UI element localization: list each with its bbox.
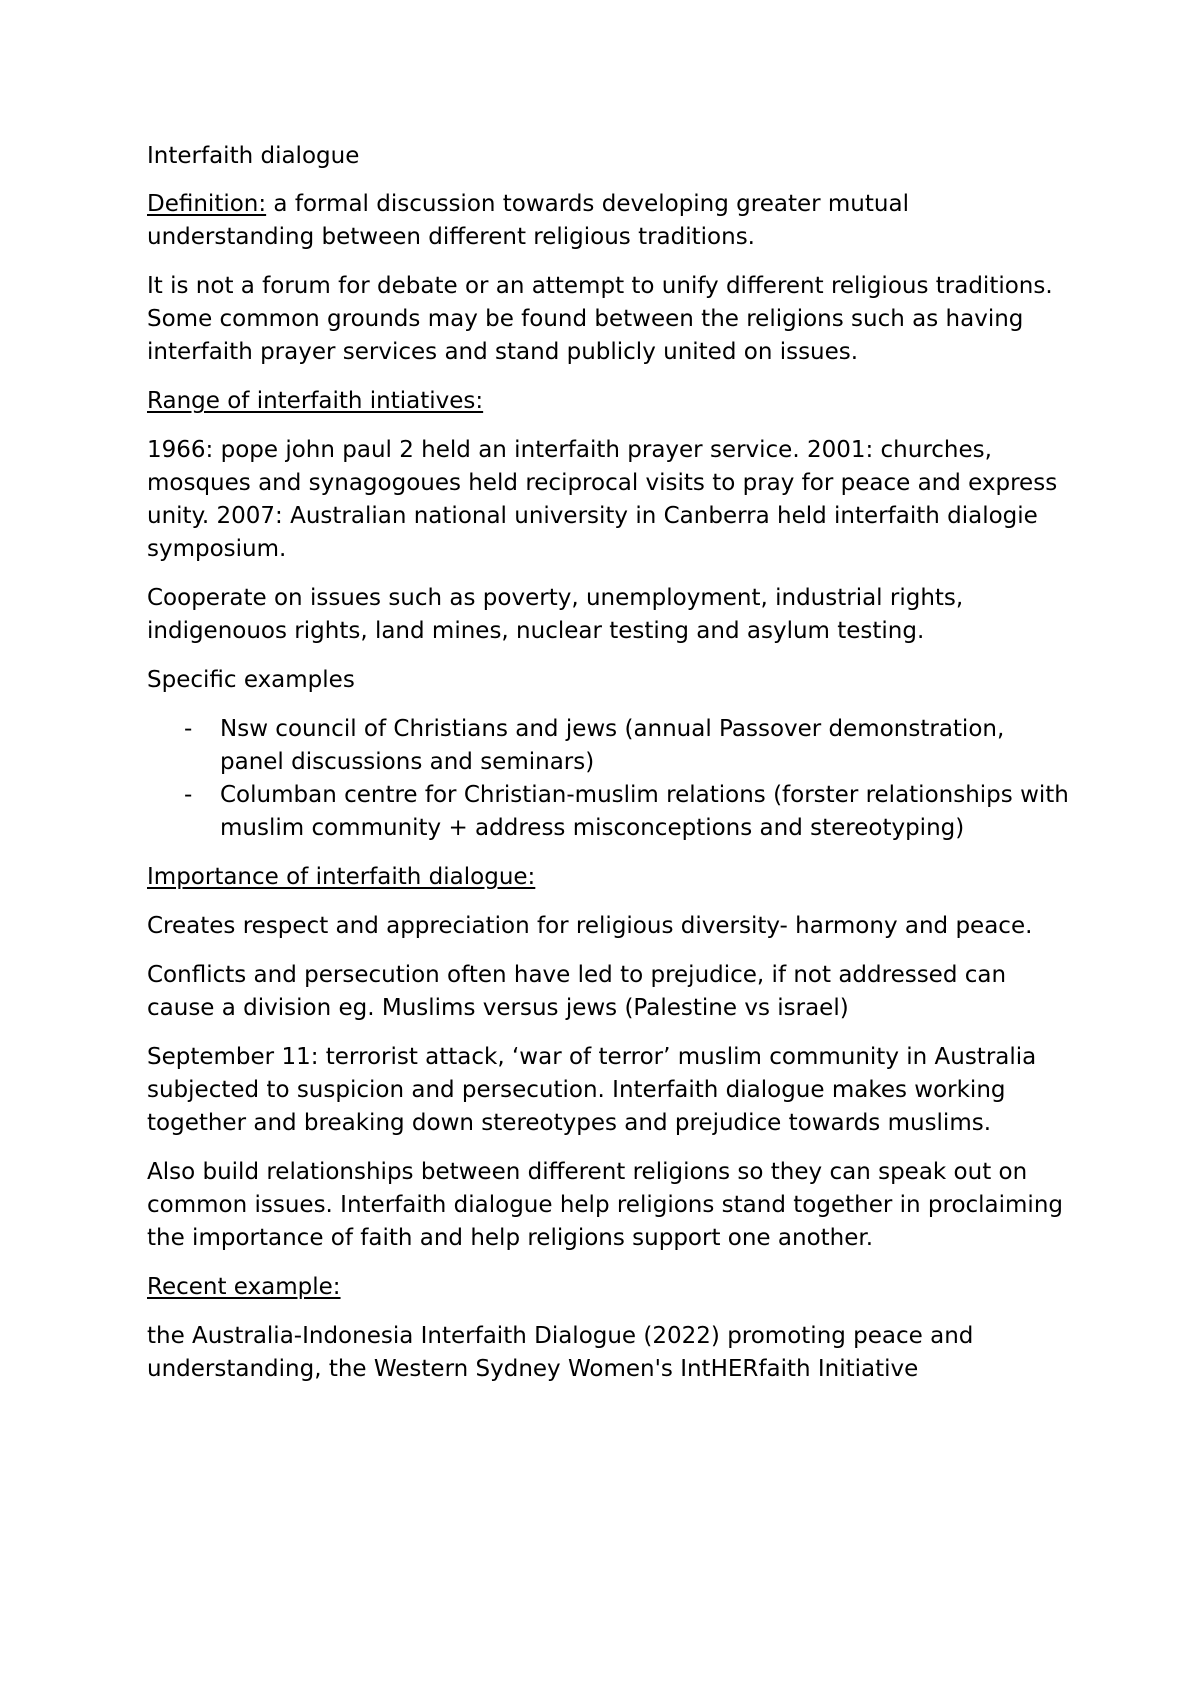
document-title: Interfaith dialogue <box>147 143 360 169</box>
importance-heading-text: Importance of interfaith dialogue: <box>147 864 536 890</box>
importance-heading <box>147 861 1072 894</box>
range-heading-text: Range of interfaith intiatives: <box>147 388 484 414</box>
definition-text: a formal discussion towards developing greater mutual understanding between different religious traditions. <box>147 191 909 250</box>
recent-paragraph: the Australia-Indonesia Interfaith Dialogue (2022) promoting peace and understanding, the Western Sydney Women's IntHERfaith Initiative <box>147 1323 974 1382</box>
intro-paragraph: It is not a forum for debate or an attempt to unify different religious traditions. Some common grounds may be found between the religions such as having interfaith prayer services and stand publicly united on issues. <box>147 273 1053 365</box>
importance-paragraph: September 11: terrorist attack, ‘war of terror’ muslim community in Australia subjected to suspicion and persecution. Interfaith dialogue makes working together and breaking down stereotypes and prejudice towards muslims. <box>147 1044 1037 1136</box>
examples-heading: Specific examples <box>147 667 355 693</box>
examples-list <box>147 713 1072 845</box>
definition-paragraph <box>147 188 1072 254</box>
range-heading <box>147 385 1072 418</box>
importance-paragraph: Creates respect and appreciation for religious diversity- harmony and peace. <box>147 913 1033 939</box>
recent-heading <box>147 1271 1072 1304</box>
cooperate-paragraph: Cooperate on issues such as poverty, unemployment, industrial rights, indigenouos rights, land mines, nuclear testing and asylum testing. <box>147 585 964 644</box>
range-paragraph: 1966: pope john paul 2 held an interfaith prayer service. 2001: churches, mosques and synagogoues held reciprocal visits to pray for peace and express unity. 2007: Australian national university in Canberra held interfaith dialogie symposium. <box>147 437 1058 562</box>
document-page <box>147 140 1072 1402</box>
definition-label: Definition: <box>147 191 267 217</box>
recent-heading-text: Recent example: <box>147 1274 341 1300</box>
importance-paragraph: Also build relationships between different religions so they can speak out on common issues. Interfaith dialogue help religions stand together in proclaiming the importance of faith and help religions support one another. <box>147 1159 1064 1251</box>
list-item: - Nsw council of Christians and jews (annual Passover demonstration, panel discussions and seminars) <box>220 713 1072 779</box>
list-item: - Columban centre for Christian-muslim relations (forster relationships with muslim community + address misconceptions and stereotyping) <box>220 779 1072 845</box>
importance-paragraph: Conflicts and persecution often have led to prejudice, if not addressed can cause a division eg. Muslims versus jews (Palestine vs israel) <box>147 962 1007 1021</box>
